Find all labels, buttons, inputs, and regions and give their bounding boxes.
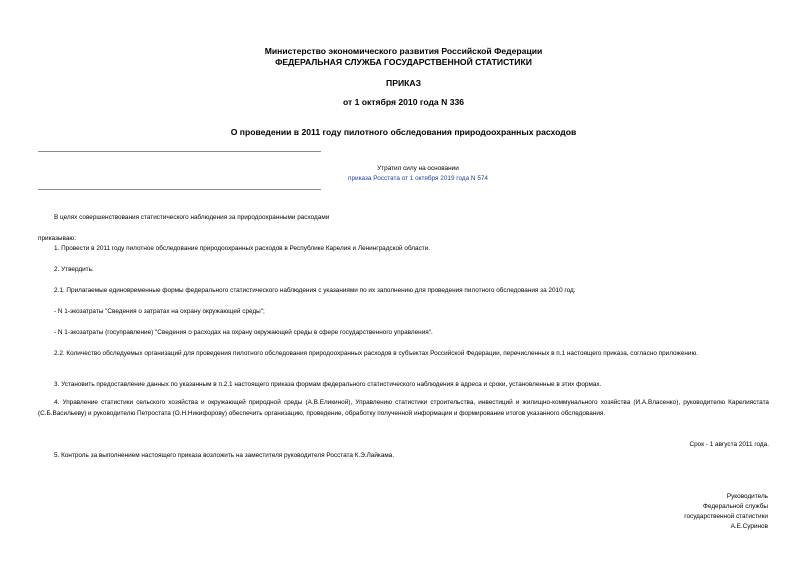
- form-1-ecozatraty: - N 1-экозатраты "Сведения о затратах на охрану окружающей среды";: [54, 308, 265, 315]
- signature-title-line1: Руководитель: [726, 493, 768, 500]
- deadline: Срок - 1 августа 2011 года.: [689, 441, 769, 448]
- item-2: 2. Утвердить:: [54, 266, 94, 273]
- signature-title-line2: Федеральной службы: [703, 503, 768, 510]
- item-3: 3. Установить предоставление данных по указанным в п.2.1 настоящего приказа формам федерального статистического наблюдения в адреса и сроки, установленные в этих формах.: [54, 381, 602, 388]
- signatory-name: А.Е.Суринов: [730, 523, 768, 530]
- ministry-name: Министерство экономического развития Российской Федерации: [264, 46, 543, 56]
- document-date-number: от 1 октября 2010 года N 336: [342, 97, 465, 107]
- bottom-divider: [38, 189, 321, 190]
- item-4: 4. Управление статистики сельского хозяйства и окружающей природной среды (А.В.Еликиной), Управлению статистики строительства, инвестиций и жилищно-коммунального хозяйства (И.А.Власенко), руководителю Карелиястата (С.Б.Васильеву) и руководителю Петростата (О.Н.Никифорову) обеспечить организацию, проведение, обработку полученной информации и формирование итогов указанного обследования.: [38, 399, 769, 417]
- item-1: 1. Провести в 2011 году пилотное обследование природоохранных расходов в Республике Карелия и Ленинградской области.: [54, 245, 431, 252]
- preamble: В целях совершенствования статистического наблюдения за природоохранными расходами: [54, 214, 330, 221]
- status-note: Утратил силу на основании: [377, 165, 459, 172]
- signature-title-line3: государственной статистики: [684, 513, 768, 520]
- top-divider: [38, 151, 321, 152]
- document-title: О проведении в 2011 году пилотного обследования природоохранных расходов: [230, 127, 577, 137]
- document-type: ПРИКАЗ: [386, 78, 421, 88]
- item-2-2: 2.2. Количество обследуемых организаций для проведения пилотного обследования природоохранных расходов в субъектах Российской Федерации, перечисленных в п.1 настоящего приказа, согласно приложению.: [54, 350, 699, 357]
- service-name: ФЕДЕРАЛЬНАЯ СЛУЖБА ГОСУДАРСТВЕННОЙ СТАТИСТИКИ: [275, 57, 532, 67]
- form-1-ecozatraty-gov: - N 1-экозатраты (госуправление) "Сведения о расходах на охрану окружающей среды в сфере государственного управления".: [54, 329, 433, 336]
- status-note-link-row: [38, 174, 798, 183]
- item-5: 5. Контроль за выполнением настоящего приказа возложить на заместителя руководителя Росстата К.Э.Лайкама.: [54, 452, 395, 459]
- repeal-order-link[interactable]: приказа Росстата от 1 октября 2019 года N 574: [348, 175, 488, 182]
- order-word: приказываю:: [38, 235, 76, 242]
- item-2-1: 2.1. Прилагаемые единовременные формы федерального статистического наблюдения с указаниями по их заполнению для проведения пилотного обследования за 2010 год:: [54, 287, 576, 294]
